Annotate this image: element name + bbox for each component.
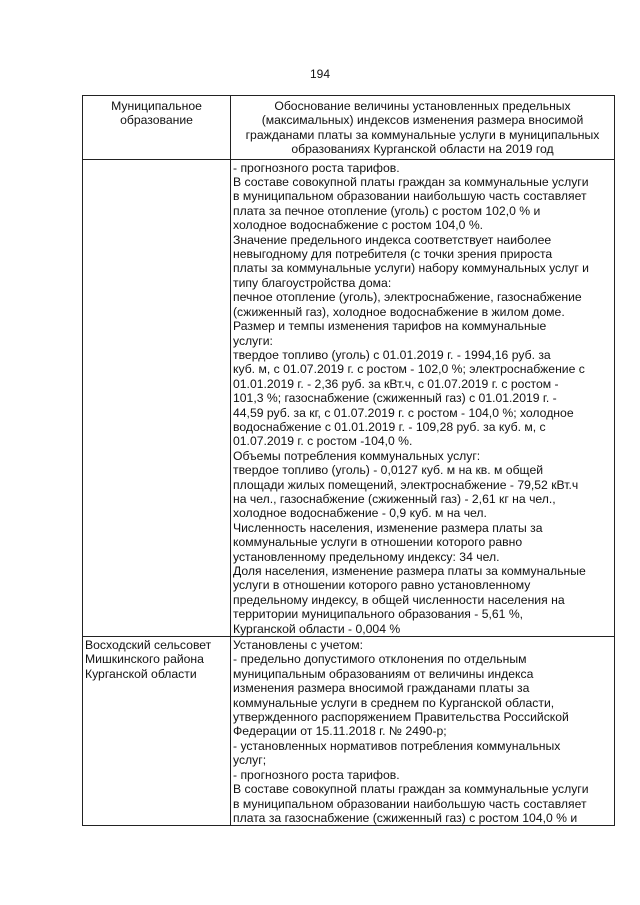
justification-text-line: типу благоустройства дома: [233,275,392,290]
justification-text-line: коммунальные услуги в среднем по Курганской области, [233,695,555,710]
justification-text-line: Размер и темпы изменения тарифов на коммунальные [233,319,547,334]
justification-text-line: услуги в отношении которого равно установленному [233,578,531,593]
table-body [83,159,615,826]
justification-text-line: 01.07.2019 г. с ростом -104,0 %. [233,434,413,449]
justification-text-line: Курганской области - 0,004 % [233,621,401,636]
justification-text-line: плата за печное отопление (уголь) с ростом 102,0 % и [233,203,541,218]
justification-text-line: холодное водоснабжение с ростом 104,0 %. [233,218,484,233]
header-text-line: (максимальных) индексов изменения размера вносимой [261,113,584,128]
municipality-name-line: Восходский сельсовет [85,638,212,653]
justification-text-line: площади жилых помещений, электроснабжение - 79,52 кВт.ч [233,477,579,492]
header-text-line: гражданами платы за коммунальные услуги в муниципальных [245,127,600,142]
municipality-cell [83,637,231,826]
justification-text-line: установленному предельному индексу: 34 чел. [233,549,500,564]
header-text-line: Муниципальное [111,99,202,113]
header-municipality [83,96,231,160]
justification-text-line: Значение предельного индекса соответствует наиболее [233,232,552,247]
tariff-justification-table [82,95,615,826]
justification-text-line: на чел., газоснабжение (сжиженный газ) - 2,61 кг на чел., [233,491,556,506]
justification-text-line: В составе совокупной платы граждан за коммунальные услуги [233,782,589,797]
page-number: 194 [309,67,331,81]
justification-text-line: 101,3 %; газоснабжение (сжиженный газ) с 01.01.2019 г. - [233,391,557,406]
justification-text-line: плата за газоснабжение (сжиженный газ) с ростом 104,0 % и [233,810,578,825]
municipality-name-line: Мишкинского района [85,652,204,667]
municipality-cell [83,159,231,636]
justification-text-line: - прогнозного роста тарифов. [233,160,400,175]
justification-cell [231,159,615,636]
justification-text-line: услуги: [233,333,273,348]
justification-text-line: услуг; [233,753,267,768]
justification-text-line: изменения размера вносимой гражданами платы за [233,681,530,696]
table-row [83,637,615,826]
justification-text-line: твердое топливо (уголь) с 01.01.2019 г. - 1994,16 руб. за [233,347,551,362]
justification-text-line: - предельно допустимого отклонения по отдельным [233,652,527,667]
justification-text-line: Численность населения, изменение размера платы за [233,520,543,535]
justification-text-line: Доля населения, изменение размера платы за коммунальные [233,564,586,578]
header-text-line: образованиях Курганской области на 2019 год [291,142,554,157]
justification-text-line: водоснабжение с 01.01.2019 г. - 109,28 руб. за куб. м, с [233,419,546,434]
justification-text-line: печное отопление (уголь), электроснабжение, газоснабжение [233,290,582,305]
table-row [83,159,615,636]
justification-text-line: утвержденного распоряжением Правительства Российской [233,710,569,725]
justification-text-line: муниципальным образованиям от величины индекса [233,666,534,681]
justification-text-line: территории муниципального образования - 5,61 %, [233,607,524,622]
header-justification [231,96,615,160]
justification-text-line: холодное водоснабжение - 0,9 куб. м на чел. [233,506,487,521]
justification-text-line: (сжиженный газ), холодное водоснабжение в жилом доме. [233,304,565,319]
justification-text-line: Установлены с учетом: [233,638,363,653]
justification-text-line: куб. м, с 01.07.2019 г. с ростом - 102,0 %; электроснабжение с [233,362,585,377]
justification-text-line: невыгодному для потребителя (с точки зрения прироста [233,247,553,262]
justification-text-line: В составе совокупной платы граждан за коммунальные услуги [233,175,589,190]
justification-text-line: коммунальные услуги в отношении которого равно [233,535,523,550]
justification-text-line: 01.01.2019 г. - 2,36 руб. за кВт.ч, с 01.07.2019 г. с ростом - [233,376,559,391]
table-header-row [83,96,615,160]
justification-text-line: в муниципальном образовании наибольшую часть составляет [233,189,587,204]
justification-text-line: Объемы потребления коммунальных услуг: [233,448,481,463]
justification-text-line: - установленных нормативов потребления коммунальных [233,738,561,753]
header-text-line: Обоснование величины установленных предельных [274,99,571,113]
header-text-line: образование [120,113,193,128]
municipality-name-line: Курганской области [85,666,197,681]
justification-text-line: 44,59 руб. за кг, с 01.07.2019 г. с ростом - 104,0 %; холодное [233,405,574,420]
justification-text-line: - прогнозного роста тарифов. [233,767,400,782]
justification-text-line: Федерации от 15.11.2018 г. № 2490-р; [233,724,447,739]
justification-text-line: предельному индексу, в общей численности населения на [233,592,565,607]
justification-text-line: в муниципальном образовании наибольшую часть составляет [233,796,587,811]
justification-text-line: твердое топливо (уголь) - 0,0127 куб. м на кв. м общей [233,463,544,478]
justification-cell [231,637,615,826]
justification-text-line: платы за коммунальные услуги) набору коммунальных услуг и [233,261,589,276]
